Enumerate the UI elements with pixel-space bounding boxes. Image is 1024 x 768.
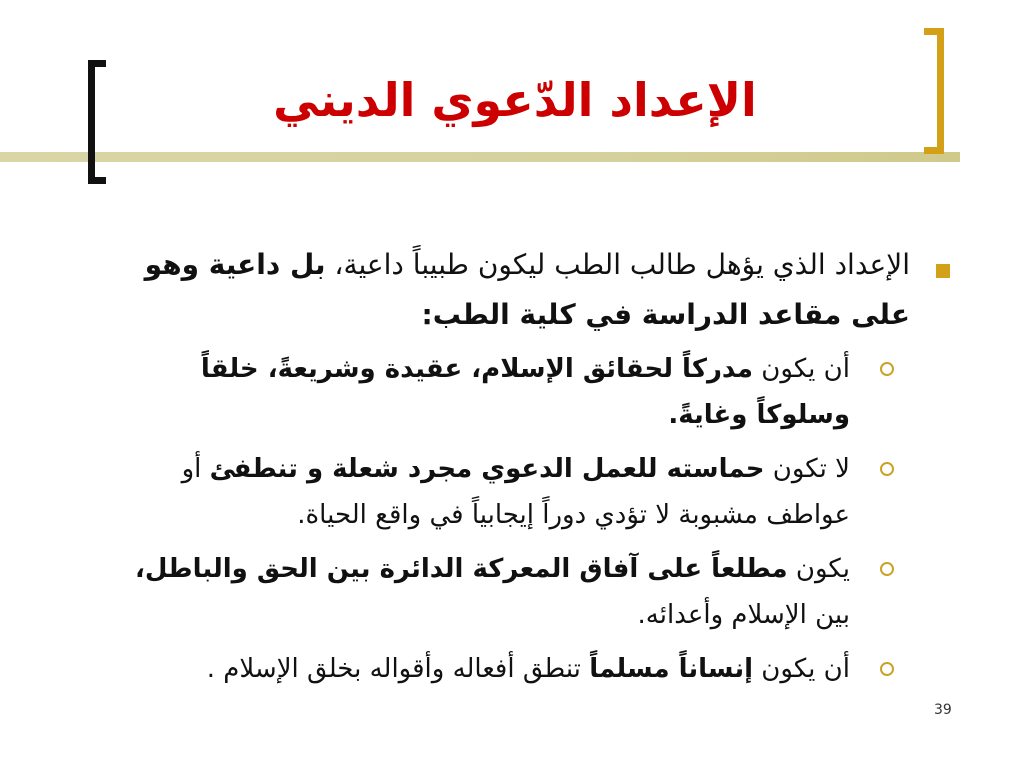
circle-bullet-icon (880, 362, 894, 376)
slide-title: الإعداد الدّعوي الديني (273, 73, 757, 127)
sub-point-bold-text: إنساناً مسلماً (589, 654, 754, 684)
sub-point-text: يكون (787, 554, 850, 584)
sub-point-text-end: أو عواطف مشبوبة لا تؤدي دوراً إيجابياً في واقع الحياة. (181, 454, 850, 530)
sub-point-text: أن يكون (753, 354, 850, 384)
right-bracket-decoration (924, 28, 944, 154)
sub-bullet-list (120, 346, 910, 692)
sub-point-bold-text: حماسته للعمل الدعوي مجرد شعلة و تنطفئ (209, 454, 765, 484)
main-point-bold-text: بل داعية وهو على مقاعد الدراسة في كلية الطب: (144, 248, 910, 331)
left-bracket-decoration (88, 60, 106, 184)
sub-point-text-end: بين الإسلام وأعدائه. (637, 600, 850, 630)
sub-bullet-point (120, 546, 850, 638)
sub-point-text: أن يكون (753, 654, 850, 684)
sub-point-text: لا تكون (764, 454, 850, 484)
slide-content (120, 240, 910, 700)
sub-point-text-end: تنطق أفعاله وأقواله بخلق الإسلام . (206, 654, 590, 684)
sub-point-bold-text: مدركاً لحقائق الإسلام، عقيدة وشريعةً، خلقاً وسلوكاً وغايةً. (200, 354, 850, 430)
sub-bullet-point (120, 446, 850, 538)
main-bullet-point (120, 240, 910, 340)
sub-bullet-point (120, 646, 850, 692)
sub-point-bold-text: مطلعاً على آفاق المعركة الدائرة بين الحق والباطل، (135, 554, 788, 584)
main-point-text: الإعداد الذي يؤهل طالب الطب ليكون طبيباً داعية، (325, 248, 910, 281)
circle-bullet-icon (880, 662, 894, 676)
page-number: 39 (934, 702, 952, 718)
sub-bullet-point (120, 346, 850, 438)
circle-bullet-icon (880, 562, 894, 576)
title-underline-rule (0, 152, 960, 162)
square-bullet-icon (936, 264, 950, 278)
circle-bullet-icon (880, 462, 894, 476)
